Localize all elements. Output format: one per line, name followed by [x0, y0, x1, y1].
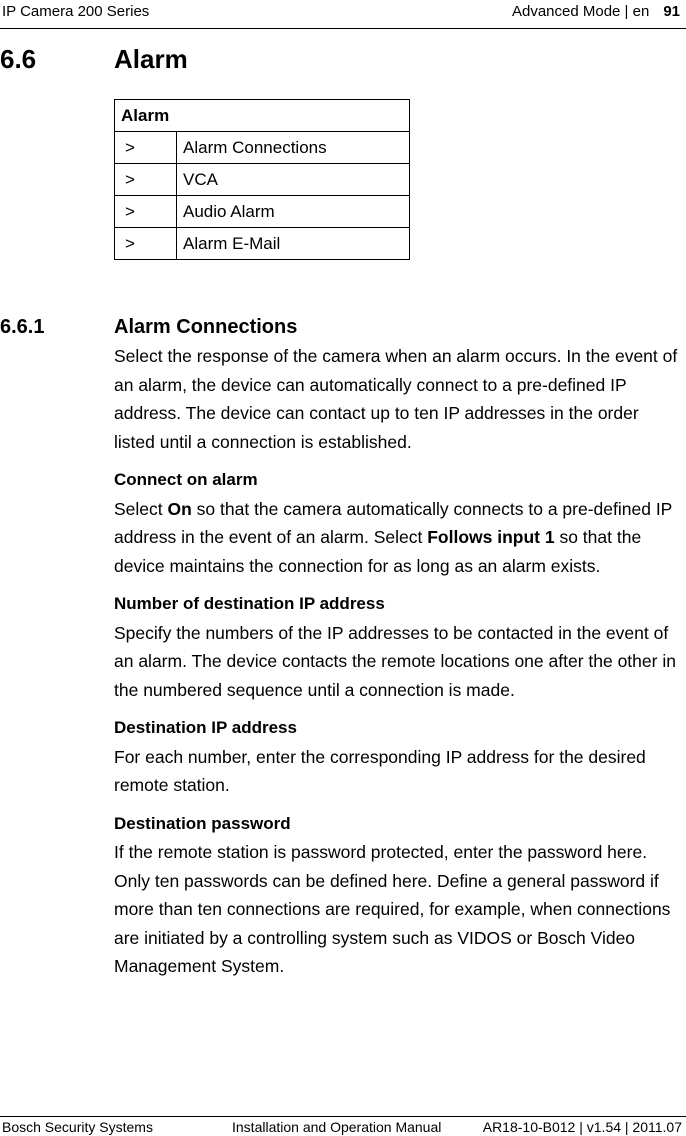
subsection-title: Alarm Connections	[114, 316, 298, 338]
desc-destination-password-2: Only ten passwords can be defined here. Define a general password if more than ten connections are required, for example, when connections are initiated by a controlling system such as VIDOS or Bosch Video Management System.	[114, 870, 671, 976]
product-name: IP Camera 200 Series	[2, 3, 150, 20]
term-destination-ip: Destination IP address	[114, 718, 297, 737]
menu-row-arrow: >	[115, 196, 177, 228]
term-connect-on-alarm: Connect on alarm	[114, 470, 258, 489]
menu-row-alarm-connections	[115, 132, 410, 164]
section-number: 6.6	[0, 44, 37, 74]
term-number-of-destination: Number of destination IP address	[114, 594, 385, 613]
page-footer	[0, 1116, 686, 1135]
desc-connect-on-alarm	[114, 495, 684, 581]
menu-row-arrow: >	[115, 132, 177, 164]
section-title: Alarm	[114, 44, 188, 74]
desc-destination-ip: For each number, enter the corresponding IP address for the desired remote station.	[114, 746, 646, 795]
menu-row-audio-alarm	[115, 196, 410, 228]
desc-destination-password-1: If the remote station is password protected, enter the password here.	[114, 842, 648, 862]
menu-table-header-row	[115, 100, 410, 132]
menu-row-label: Alarm Connections	[177, 132, 410, 164]
menu-row-arrow: >	[115, 164, 177, 196]
menu-row-arrow: >	[115, 228, 177, 260]
alarm-menu-table	[114, 99, 410, 260]
subsection-number: 6.6.1	[0, 316, 45, 338]
option-follows-input: Follows input 1	[427, 527, 555, 547]
footer-manual: Installation and Operation Manual	[232, 1119, 442, 1135]
header-right	[512, 3, 680, 20]
menu-row-label: Alarm E-Mail	[177, 228, 410, 260]
term-destination-password: Destination password	[114, 813, 291, 833]
desc-text: so that the device maintains the connection for as long as an alarm exists.	[114, 527, 642, 576]
menu-row-label: VCA	[177, 164, 410, 196]
menu-row-alarm-email	[115, 228, 410, 260]
menu-row-vca	[115, 164, 410, 196]
subsection-body	[114, 342, 684, 981]
footer-doc-id: AR18-10-B012 | v1.54 | 2011.07	[482, 1119, 682, 1135]
intro-paragraph: Select the response of the camera when an alarm occurs. In the event of an alarm, the device can automatically connect to a pre-defined IP address. The device can contact up to ten IP addresses in the order listed until a connection is established.	[114, 346, 678, 452]
desc-text: Select	[114, 498, 168, 519]
page-header	[0, 0, 686, 29]
section-label: Advanced Mode | en	[511, 3, 650, 20]
option-on: On	[167, 498, 192, 519]
page-number: 91	[663, 3, 680, 20]
desc-text: so that the camera automatically connects to a pre-defined IP address in the event of an alarm. Select	[114, 498, 673, 547]
desc-number-of-destination: Specify the numbers of the IP addresses to be contacted in the event of an alarm. The device contacts the remote locations one after the other in the numbered sequence until a connection is made.	[114, 622, 676, 700]
footer-company: Bosch Security Systems	[2, 1119, 153, 1135]
menu-table-heading: Alarm	[115, 100, 410, 132]
menu-row-label: Audio Alarm	[177, 196, 410, 228]
